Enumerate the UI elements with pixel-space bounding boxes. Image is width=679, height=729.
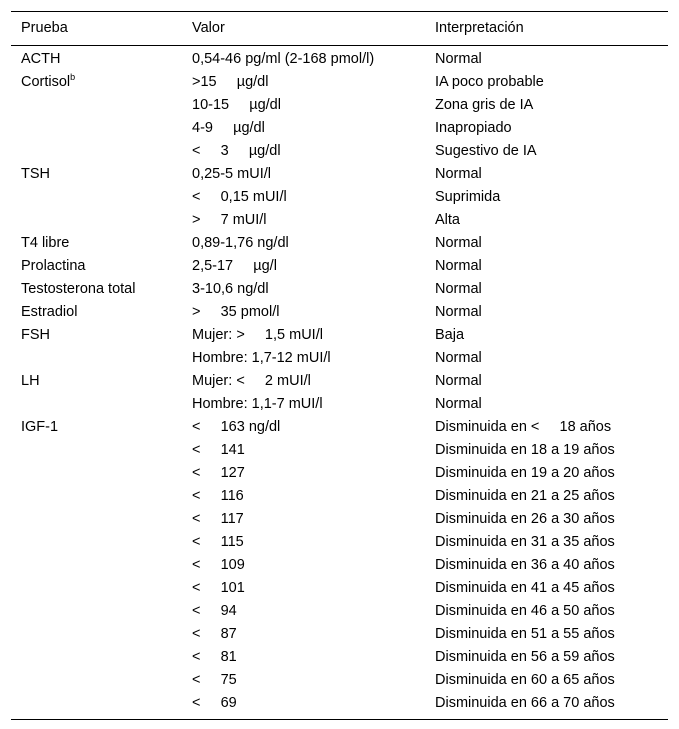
cell-valor: < 3 µg/dl bbox=[192, 143, 281, 159]
cell-interpretacion: Normal bbox=[435, 281, 482, 297]
cell-interpretacion: Disminuida en 36 a 40 años bbox=[435, 557, 615, 573]
table-row bbox=[11, 71, 668, 94]
table-row bbox=[11, 232, 668, 255]
test-name: FSH bbox=[21, 327, 50, 343]
cell-valor: Hombre: 1,1-7 mUI/l bbox=[192, 396, 323, 412]
cell-interpretacion: Disminuida en 19 a 20 años bbox=[435, 465, 615, 481]
cell-valor: > 35 pmol/l bbox=[192, 304, 280, 320]
header-prueba: Prueba bbox=[21, 20, 68, 36]
test-name: LH bbox=[21, 373, 40, 389]
table-row bbox=[11, 531, 668, 554]
cell-valor: < 115 bbox=[192, 534, 244, 550]
cell-valor: 3-10,6 ng/dl bbox=[192, 281, 269, 297]
reference-table bbox=[11, 11, 668, 720]
cell-valor: < 163 ng/dl bbox=[192, 419, 281, 435]
cell-valor: 0,25-5 mUI/l bbox=[192, 166, 271, 182]
cell-interpretacion: Normal bbox=[435, 350, 482, 366]
test-name: T4 libre bbox=[21, 235, 70, 251]
table-row bbox=[11, 692, 668, 715]
header-valor: Valor bbox=[192, 20, 225, 36]
cell-valor: 2,5-17 µg/l bbox=[192, 258, 277, 274]
cell-interpretacion: Disminuida en 41 a 45 años bbox=[435, 580, 615, 596]
table-row bbox=[11, 48, 668, 71]
table-row bbox=[11, 117, 668, 140]
test-name: Cortisol bbox=[21, 74, 71, 90]
cell-valor: < 87 bbox=[192, 626, 237, 642]
test-name: Testosterona total bbox=[21, 281, 136, 297]
table-row bbox=[11, 186, 668, 209]
table-row bbox=[11, 554, 668, 577]
table-row bbox=[11, 600, 668, 623]
cell-interpretacion: Normal bbox=[435, 258, 482, 274]
cell-interpretacion: Disminuida en 60 a 65 años bbox=[435, 672, 615, 688]
cell-valor: 4-9 µg/dl bbox=[192, 120, 265, 136]
table-row bbox=[11, 140, 668, 163]
cell-valor: Mujer: > 1,5 mUI/l bbox=[192, 327, 323, 343]
cell-valor: < 69 bbox=[192, 695, 237, 711]
cell-prueba bbox=[21, 48, 60, 71]
cell-interpretacion: Baja bbox=[435, 327, 465, 343]
cell-prueba bbox=[21, 370, 40, 393]
table-row bbox=[11, 577, 668, 600]
table-row bbox=[11, 324, 668, 347]
cell-interpretacion: Disminuida en 21 a 25 años bbox=[435, 488, 615, 504]
cell-valor: < 109 bbox=[192, 557, 245, 573]
table-row bbox=[11, 393, 668, 416]
table-row bbox=[11, 255, 668, 278]
cell-prueba bbox=[21, 324, 50, 347]
test-name: TSH bbox=[21, 166, 50, 182]
cell-interpretacion: IA poco probable bbox=[435, 74, 544, 90]
table-row bbox=[11, 370, 668, 393]
cell-interpretacion: Normal bbox=[435, 235, 482, 251]
cell-interpretacion: Alta bbox=[435, 212, 460, 228]
cell-prueba bbox=[21, 71, 75, 94]
cell-prueba bbox=[21, 301, 77, 324]
test-name: IGF-1 bbox=[21, 419, 59, 435]
cell-interpretacion: Disminuida en 46 a 50 años bbox=[435, 603, 615, 619]
cell-prueba bbox=[21, 163, 50, 186]
cell-interpretacion: Disminuida en 66 a 70 años bbox=[435, 695, 615, 711]
table-header bbox=[11, 12, 668, 46]
test-name: Estradiol bbox=[21, 304, 78, 320]
cell-interpretacion: Zona gris de IA bbox=[435, 97, 534, 113]
table-row bbox=[11, 278, 668, 301]
table-body bbox=[11, 46, 668, 719]
table-row bbox=[11, 462, 668, 485]
cell-valor: < 127 bbox=[192, 465, 245, 481]
cell-valor: < 141 bbox=[192, 442, 245, 458]
cell-valor: < 0,15 mUI/l bbox=[192, 189, 287, 205]
cell-valor: 0,54-46 pg/ml (2-168 pmol/l) bbox=[192, 51, 375, 67]
header-interpretacion: Interpretación bbox=[435, 20, 524, 36]
cell-interpretacion: Normal bbox=[435, 396, 482, 412]
table-row bbox=[11, 623, 668, 646]
cell-valor: < 94 bbox=[192, 603, 237, 619]
cell-valor: < 101 bbox=[192, 580, 245, 596]
cell-prueba bbox=[21, 416, 58, 439]
cell-interpretacion: Disminuida en 56 a 59 años bbox=[435, 649, 615, 665]
cell-prueba bbox=[21, 255, 85, 278]
cell-interpretacion: Disminuida en 51 a 55 años bbox=[435, 626, 615, 642]
cell-interpretacion: Disminuida en 26 a 30 años bbox=[435, 511, 615, 527]
cell-valor: Mujer: < 2 mUI/l bbox=[192, 373, 311, 389]
table-row bbox=[11, 646, 668, 669]
table-row bbox=[11, 669, 668, 692]
table-row bbox=[11, 163, 668, 186]
test-name: Prolactina bbox=[21, 258, 86, 274]
table-row bbox=[11, 94, 668, 117]
cell-interpretacion: Inapropiado bbox=[435, 120, 512, 136]
table-row bbox=[11, 301, 668, 324]
footnote-marker: b bbox=[70, 72, 76, 83]
cell-interpretacion: Suprimida bbox=[435, 189, 501, 205]
cell-interpretacion: Normal bbox=[435, 304, 482, 320]
cell-valor: < 75 bbox=[192, 672, 237, 688]
cell-interpretacion: Disminuida en 31 a 35 años bbox=[435, 534, 615, 550]
cell-prueba bbox=[21, 232, 69, 255]
cell-valor: Hombre: 1,7-12 mUI/l bbox=[192, 350, 331, 366]
cell-interpretacion: Sugestivo de IA bbox=[435, 143, 537, 159]
table-row bbox=[11, 209, 668, 232]
cell-interpretacion: Normal bbox=[435, 51, 482, 67]
cell-valor: >15 µg/dl bbox=[192, 74, 269, 90]
test-name: ACTH bbox=[21, 51, 61, 67]
cell-valor: 0,89-1,76 ng/dl bbox=[192, 235, 289, 251]
cell-interpretacion: Normal bbox=[435, 373, 482, 389]
table-row bbox=[11, 439, 668, 462]
table-row bbox=[11, 508, 668, 531]
cell-valor: > 7 mUI/l bbox=[192, 212, 267, 228]
cell-interpretacion: Disminuida en 18 a 19 años bbox=[435, 442, 615, 458]
cell-prueba bbox=[21, 278, 135, 301]
cell-valor: < 117 bbox=[192, 511, 244, 527]
cell-valor: < 81 bbox=[192, 649, 237, 665]
cell-valor: 10-15 µg/dl bbox=[192, 97, 281, 113]
cell-interpretacion: Disminuida en < 18 años bbox=[435, 419, 612, 435]
table-row bbox=[11, 485, 668, 508]
table-row bbox=[11, 416, 668, 439]
table-row bbox=[11, 347, 668, 370]
cell-interpretacion: Normal bbox=[435, 166, 482, 182]
cell-valor: < 116 bbox=[192, 488, 244, 504]
